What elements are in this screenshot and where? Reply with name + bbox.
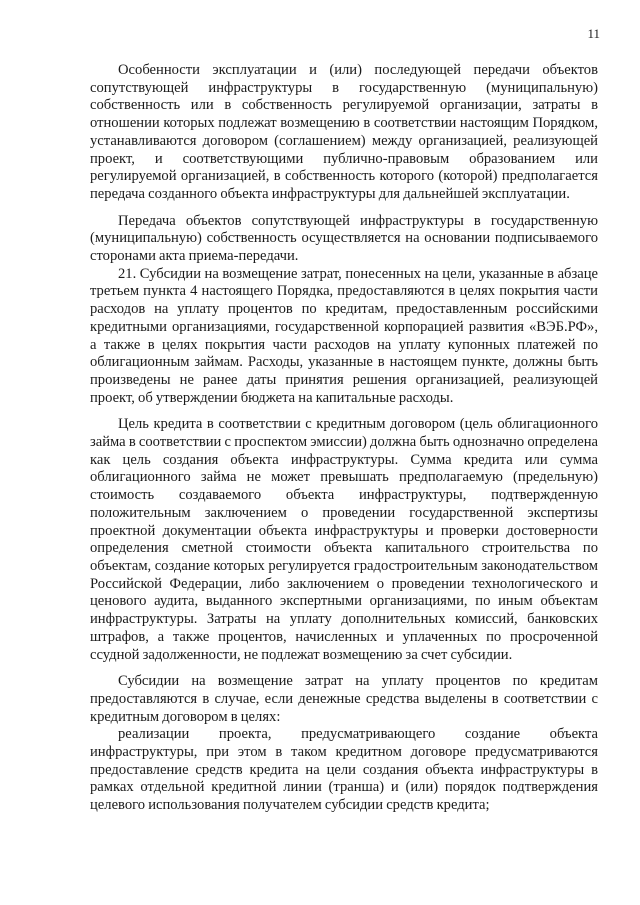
- paragraph-interest-subsidies: Субсидии на возмещение затрат на уплату процентов по кредитам предоставляются в случае, если денежные средства выделены в соответствии с кредитным договором в целях:: [90, 673, 598, 725]
- page-number: 11: [587, 26, 600, 41]
- paragraph-infrastructure-operation: Особенности эксплуатации и (или) последующей передачи объектов сопутствующей инфраструктуры в государственную (муниципальную) собственность или в собственность регулируемой организации, затраты в отношении которых подлежат возмещению в соответствии настоящим Порядком, устанавливаются договором (соглашением) между организацией, реализующей проект, и соответствующими публично-правовым образованием или регулируемой организацией, в собственность которого (которой) предполагается передача созданного объекта инфраструктуры для дальнейшей эксплуатации.: [90, 62, 598, 202]
- paragraph-transfer-act: Передача объектов сопутствующей инфраструктуры в государственную (муниципальную) собственность осуществляется на основании подписываемого сторонами акта приема-передачи.: [90, 212, 598, 265]
- paragraph-credit-purpose: Цель кредита в соответствии с кредитным договором (цель облигационного займа в соответствии с проспектом эмиссии) должна быть однозначно определена как цель создания объекта инфраструктуры. Сумма кредита или сумма облигационного займа не может превышать предполагаемую (предельную) стоимость создаваемого объекта инфраструктуры, подтвержденную положительным заключением о проведении государственной экспертизы проектной документации объекта инфраструктуры и проверки достоверности определения сметной стоимости объекта капитального строительства по объектам, создание которых регулируется градостроительным законодательством Российской Федерации, либо заключением о проведении технологического и ценового аудита, выданного экспертными организациями, по иным объектам инфраструктуры. Затраты на уплату дополнительных комиссий, банковских штрафов, а также процентов, начисленных и уплаченных по просроченной ссудной задолженности, не подлежат возмещению за счет субсидии.: [90, 416, 598, 663]
- paragraph-project-implementation: реализации проекта, предусматривающего создание объекта инфраструктуры, при этом в таком кредитном договоре предусматриваются предоставление средств кредита на цели создания объекта инфраструктуры в рамках отдельной кредитной линии (транша) и (или) порядок подтверждения целевого использования получателем субсидии средств кредита;: [90, 726, 598, 814]
- paragraph-clause-21: 21. Субсидии на возмещение затрат, понесенных на цели, указанные в абзаце третьем пункта 4 настоящего Порядка, предоставляются в целях покрытия части расходов на уплату процентов по кредитам, предоставленным российскими кредитными организациями, государственной корпорацией развития «ВЭБ.РФ», а также в целях покрытия части расходов на уплату купонных платежей по облигационным займам. Расходы, указанные в настоящем пункте, должны быть произведены не ранее даты принятия решения организацией, реализующей проект, об утверждении бюджета на капитальные расходы.: [90, 265, 598, 406]
- document-body: [90, 62, 598, 815]
